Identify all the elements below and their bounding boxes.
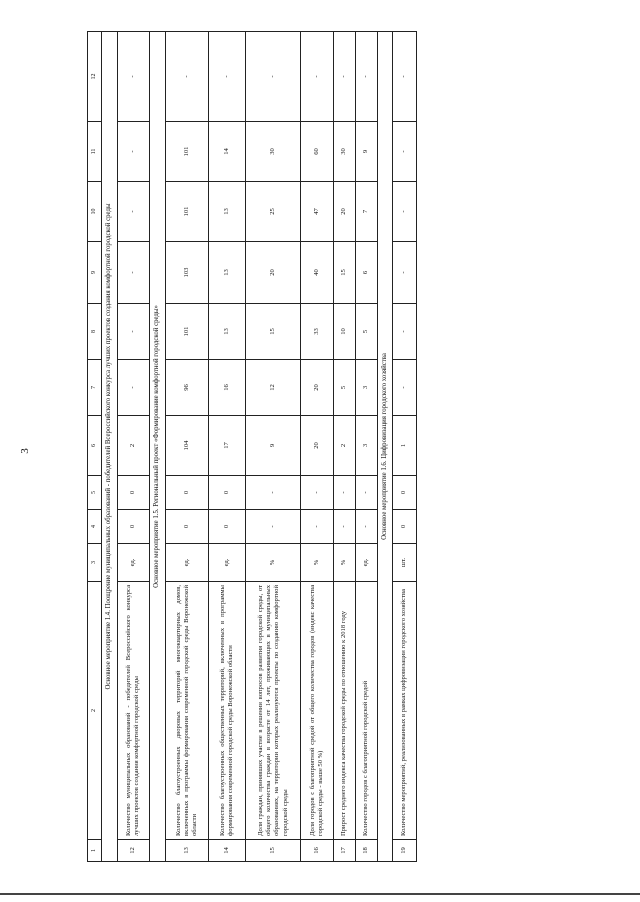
value-cell: 60 <box>301 122 334 182</box>
table-row <box>209 32 246 862</box>
section-row <box>377 32 392 862</box>
value-cell: 0 <box>209 476 246 510</box>
value-cell: 17 <box>209 416 246 476</box>
value-cell: 5 <box>355 304 377 360</box>
value-cell: 15 <box>246 304 301 360</box>
indicator-name: Количество мероприятий, реализованных в рамках цифровизации городского хозяйства <box>392 582 416 840</box>
table-row <box>392 32 416 862</box>
value-cell: 5 <box>333 360 355 416</box>
value-cell: 1 <box>392 416 416 476</box>
value-cell: - <box>246 510 301 544</box>
value-cell: 101 <box>165 182 209 242</box>
value-cell: 40 <box>301 242 334 304</box>
value-cell: - <box>165 32 209 122</box>
section-row <box>150 32 165 862</box>
header-cell: 10 <box>88 182 102 242</box>
value-cell: 0 <box>117 510 150 544</box>
table-row <box>246 32 301 862</box>
header-cell: 4 <box>88 510 102 544</box>
unit-cell: ед. <box>117 544 150 582</box>
header-cell: 2 <box>88 582 102 840</box>
unit-cell: % <box>301 544 334 582</box>
value-cell: - <box>209 32 246 122</box>
value-cell: 2 <box>333 416 355 476</box>
value-cell: 20 <box>246 242 301 304</box>
value-cell: 9 <box>355 122 377 182</box>
row-number: 15 <box>246 840 301 862</box>
table-row <box>301 32 334 862</box>
table-row <box>165 32 209 862</box>
indicator-name: Доля граждан, принявших участие в решении вопросов развития городской среды, от общего количества граждан в возрасте от 14 лет, проживающих в муниципальных образованиях, на территории которых реализуются проекты по созданию комфортной городской среды <box>246 582 301 840</box>
section-row <box>102 32 117 862</box>
unit-cell: шт. <box>392 544 416 582</box>
value-cell: 16 <box>209 360 246 416</box>
row-number: 16 <box>301 840 334 862</box>
value-cell: - <box>117 122 150 182</box>
page-number: 3 <box>18 448 31 454</box>
value-cell: - <box>117 304 150 360</box>
value-cell: 3 <box>355 416 377 476</box>
table-row <box>117 32 150 862</box>
indicator-name: Прирост среднего индекса качества городской среды по отношению к 2018 году <box>333 582 355 840</box>
value-cell: 0 <box>392 476 416 510</box>
value-cell: - <box>333 476 355 510</box>
value-cell: 0 <box>165 510 209 544</box>
value-cell: 15 <box>333 242 355 304</box>
value-cell: - <box>333 510 355 544</box>
indicator-name: Количество благоустроенных дворовых территорий многоквартирных домов, включенных в программы формирования современной городской среды Воронежской области <box>165 582 209 840</box>
row-number: 14 <box>209 840 246 862</box>
value-cell: - <box>246 32 301 122</box>
value-cell: - <box>246 476 301 510</box>
rotated-table-container <box>87 32 417 862</box>
value-cell: 13 <box>209 304 246 360</box>
value-cell: - <box>392 304 416 360</box>
value-cell: - <box>392 32 416 122</box>
indicator-name: Доля городов с благоприятной средой от общего количества городов (индекс качества городской среды - выше 50 %) <box>301 582 334 840</box>
row-number: 13 <box>165 840 209 862</box>
value-cell: - <box>355 476 377 510</box>
value-cell: 47 <box>301 182 334 242</box>
header-cell: 5 <box>88 476 102 510</box>
row-number: 18 <box>355 840 377 862</box>
indicator-name: Количество муниципальных образований - победителей Всероссийского конкурса лучших проектов создания комфортной городской среды <box>117 582 150 840</box>
value-cell: - <box>301 476 334 510</box>
value-cell: 13 <box>209 242 246 304</box>
value-cell: - <box>355 32 377 122</box>
row-number: 17 <box>333 840 355 862</box>
header-cell: 7 <box>88 360 102 416</box>
value-cell: - <box>117 242 150 304</box>
value-cell: 10 <box>333 304 355 360</box>
value-cell: - <box>392 242 416 304</box>
value-cell: 20 <box>301 416 334 476</box>
value-cell: - <box>117 182 150 242</box>
value-cell: 33 <box>301 304 334 360</box>
value-cell: 0 <box>392 510 416 544</box>
value-cell: 20 <box>301 360 334 416</box>
value-cell: 7 <box>355 182 377 242</box>
value-cell: - <box>117 360 150 416</box>
value-cell: - <box>301 32 334 122</box>
value-cell: 101 <box>165 304 209 360</box>
value-cell: 101 <box>165 122 209 182</box>
header-cell: 12 <box>88 32 102 122</box>
table-row <box>355 32 377 862</box>
value-cell: 0 <box>165 476 209 510</box>
header-cell: 3 <box>88 544 102 582</box>
header-row <box>88 32 102 862</box>
indicator-name: Количество благоустроенных общественных территорий, включенных в программы формирования современной городской среды Воронежской области <box>209 582 246 840</box>
value-cell: 0 <box>209 510 246 544</box>
unit-cell: % <box>246 544 301 582</box>
header-cell: 8 <box>88 304 102 360</box>
value-cell: 12 <box>246 360 301 416</box>
value-cell: 25 <box>246 182 301 242</box>
row-number: 12 <box>117 840 150 862</box>
page-bottom-rule <box>0 893 640 895</box>
value-cell: 20 <box>333 182 355 242</box>
header-cell: 9 <box>88 242 102 304</box>
value-cell: - <box>392 122 416 182</box>
section-title: Основное мероприятие 1.4. Поощрение муниципальных образований - победителей Всероссийского конкурса лучших проектов создания комфортной городской среды <box>102 32 117 862</box>
value-cell: 9 <box>246 416 301 476</box>
section-title: Основное мероприятие 1.6. Цифровизация городского хозяйства <box>377 32 392 862</box>
value-cell: 30 <box>333 122 355 182</box>
value-cell: 14 <box>209 122 246 182</box>
value-cell: - <box>117 32 150 122</box>
row-number: 19 <box>392 840 416 862</box>
unit-cell: % <box>333 544 355 582</box>
header-cell: 1 <box>88 840 102 862</box>
value-cell: 103 <box>165 242 209 304</box>
header-cell: 6 <box>88 416 102 476</box>
value-cell: 96 <box>165 360 209 416</box>
indicator-name: Количество городов с благоприятной городской средой <box>355 582 377 840</box>
value-cell: 30 <box>246 122 301 182</box>
value-cell: 13 <box>209 182 246 242</box>
section-title: Основное мероприятие 1.5. Региональный проект «Формирование комфортной городской среды» <box>150 32 165 862</box>
value-cell: 104 <box>165 416 209 476</box>
indicators-table <box>87 31 417 862</box>
value-cell: 2 <box>117 416 150 476</box>
value-cell: - <box>333 32 355 122</box>
unit-cell: ед. <box>355 544 377 582</box>
value-cell: - <box>301 510 334 544</box>
value-cell: - <box>355 510 377 544</box>
value-cell: 3 <box>355 360 377 416</box>
value-cell: 6 <box>355 242 377 304</box>
header-cell: 11 <box>88 122 102 182</box>
value-cell: - <box>392 360 416 416</box>
unit-cell: ед. <box>165 544 209 582</box>
table-row <box>333 32 355 862</box>
value-cell: 0 <box>117 476 150 510</box>
value-cell: - <box>392 182 416 242</box>
unit-cell: ед. <box>209 544 246 582</box>
